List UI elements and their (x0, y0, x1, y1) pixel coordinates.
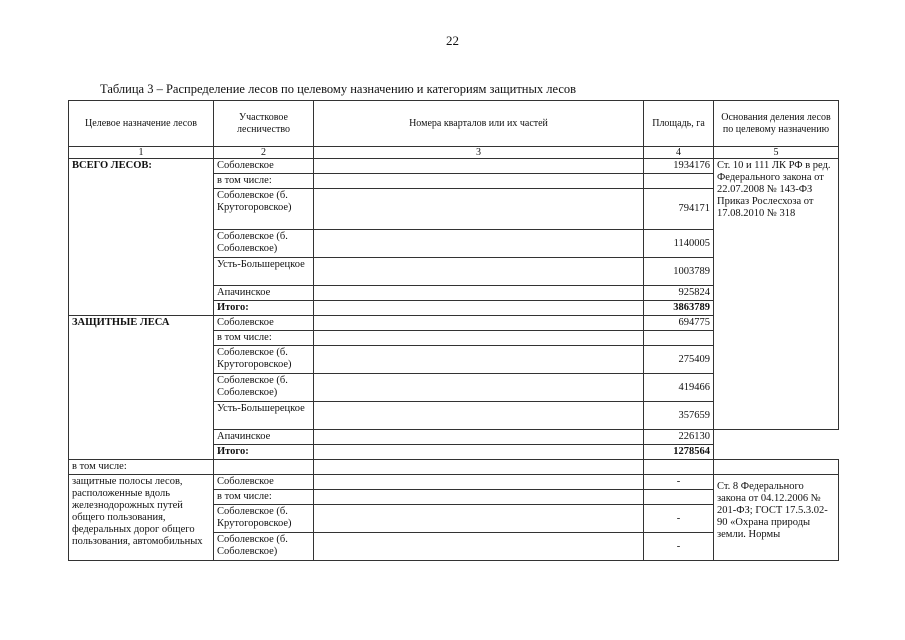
header-area: Площадь, га (644, 101, 714, 147)
area-cell: 419466 (644, 374, 714, 402)
district-cell: Соболевское (214, 316, 314, 331)
column-number: 5 (714, 147, 839, 159)
table-row (69, 460, 839, 475)
area-cell: 794171 (644, 189, 714, 230)
area-cell: 275409 (644, 346, 714, 374)
column-number: 1 (69, 147, 214, 159)
quarters-cell (314, 286, 644, 301)
basis-protective-strips: Ст. 8 Федерального закона от 04.12.2006 № 201-ФЗ; ГОСТ 17.5.3.02-90 «Охрана природы земли. Нормы (714, 475, 839, 561)
district-cell: Соболевское (б. Крутогоровское) (214, 346, 314, 374)
column-number: 3 (314, 147, 644, 159)
district-cell: в том числе: (214, 174, 314, 189)
district-cell: Усть-Большерецкое (214, 402, 314, 430)
area-cell (644, 331, 714, 346)
quarters-cell (314, 174, 644, 189)
basis-cell (714, 460, 839, 475)
header-row (69, 101, 839, 147)
header-quarters: Номера кварталов или их частей (314, 101, 644, 147)
district-cell: Соболевское (214, 475, 314, 490)
purpose-protective-forests: ЗАЩИТНЫЕ ЛЕСА (69, 316, 214, 460)
column-number: 4 (644, 147, 714, 159)
district-cell: Соболевское (б. Соболевское) (214, 374, 314, 402)
purpose-all-forests: ВСЕГО ЛЕСОВ: (69, 159, 214, 316)
district-cell: Соболевское (б. Соболевское) (214, 533, 314, 561)
header-basis: Основания деления лесов по целевому назначению (714, 101, 839, 147)
area-cell: - (644, 533, 714, 561)
quarters-cell (314, 258, 644, 286)
quarters-cell (314, 445, 644, 460)
area-cell: - (644, 505, 714, 533)
page-number: 22 (446, 33, 459, 48)
district-cell: в том числе: (214, 490, 314, 505)
total-label: Итого: (214, 301, 314, 316)
district-cell: Усть-Большерецкое (214, 258, 314, 286)
district-cell (214, 460, 314, 475)
quarters-cell (314, 490, 644, 505)
area-cell: 925824 (644, 286, 714, 301)
district-cell: Соболевское (б. Соболевское) (214, 230, 314, 258)
quarters-cell (314, 189, 644, 230)
quarters-cell (314, 505, 644, 533)
district-cell: Соболевское (б. Крутогоровское) (214, 189, 314, 230)
purpose-protective-strips: защитные полосы лесов, расположенные вдоль железнодорожных путей общего пользования, федеральных дорог общего пользования, автомобильных (69, 475, 214, 561)
total-label: Итого: (214, 445, 314, 460)
column-number: 2 (214, 147, 314, 159)
district-cell: Апачинское (214, 430, 314, 445)
including-label: в том числе: (69, 460, 214, 475)
quarters-cell (314, 230, 644, 258)
area-cell: 1003789 (644, 258, 714, 286)
forest-distribution-table (68, 100, 839, 561)
quarters-cell (314, 331, 644, 346)
column-number-row (69, 147, 839, 159)
quarters-cell (314, 475, 644, 490)
header-purpose: Целевое назначение лесов (69, 101, 214, 147)
area-cell: - (644, 475, 714, 490)
quarters-cell (314, 533, 644, 561)
quarters-cell (314, 159, 644, 174)
quarters-cell (314, 346, 644, 374)
district-cell: Апачинское (214, 286, 314, 301)
area-cell: 357659 (644, 402, 714, 430)
area-cell: 226130 (644, 430, 714, 445)
area-cell: 694775 (644, 316, 714, 331)
total-area: 3863789 (644, 301, 714, 316)
area-cell: 1934176 (644, 159, 714, 174)
quarters-cell (314, 374, 644, 402)
header-district: Участковое лесничество (214, 101, 314, 147)
basis-all-forests: Ст. 10 и 111 ЛК РФ в ред. Федерального закона от 22.07.2008 № 143-ФЗ Приказ Рослесхоза от 17.08.2010 № 318 (714, 159, 839, 430)
table-caption: Таблица 3 – Распределение лесов по целевому назначению и категориям защитных лесов (100, 82, 577, 96)
quarters-cell (314, 430, 644, 445)
district-cell: в том числе: (214, 331, 314, 346)
district-cell: Соболевское (б. Крутогоровское) (214, 505, 314, 533)
table-row (69, 475, 839, 490)
table-row (69, 159, 839, 174)
quarters-cell (314, 316, 644, 331)
quarters-cell (314, 460, 644, 475)
area-cell (644, 174, 714, 189)
quarters-cell (314, 301, 644, 316)
area-cell (644, 460, 714, 475)
quarters-cell (314, 402, 644, 430)
area-cell: 1140005 (644, 230, 714, 258)
district-cell: Соболевское (214, 159, 314, 174)
area-cell (644, 490, 714, 505)
total-area: 1278564 (644, 445, 714, 460)
